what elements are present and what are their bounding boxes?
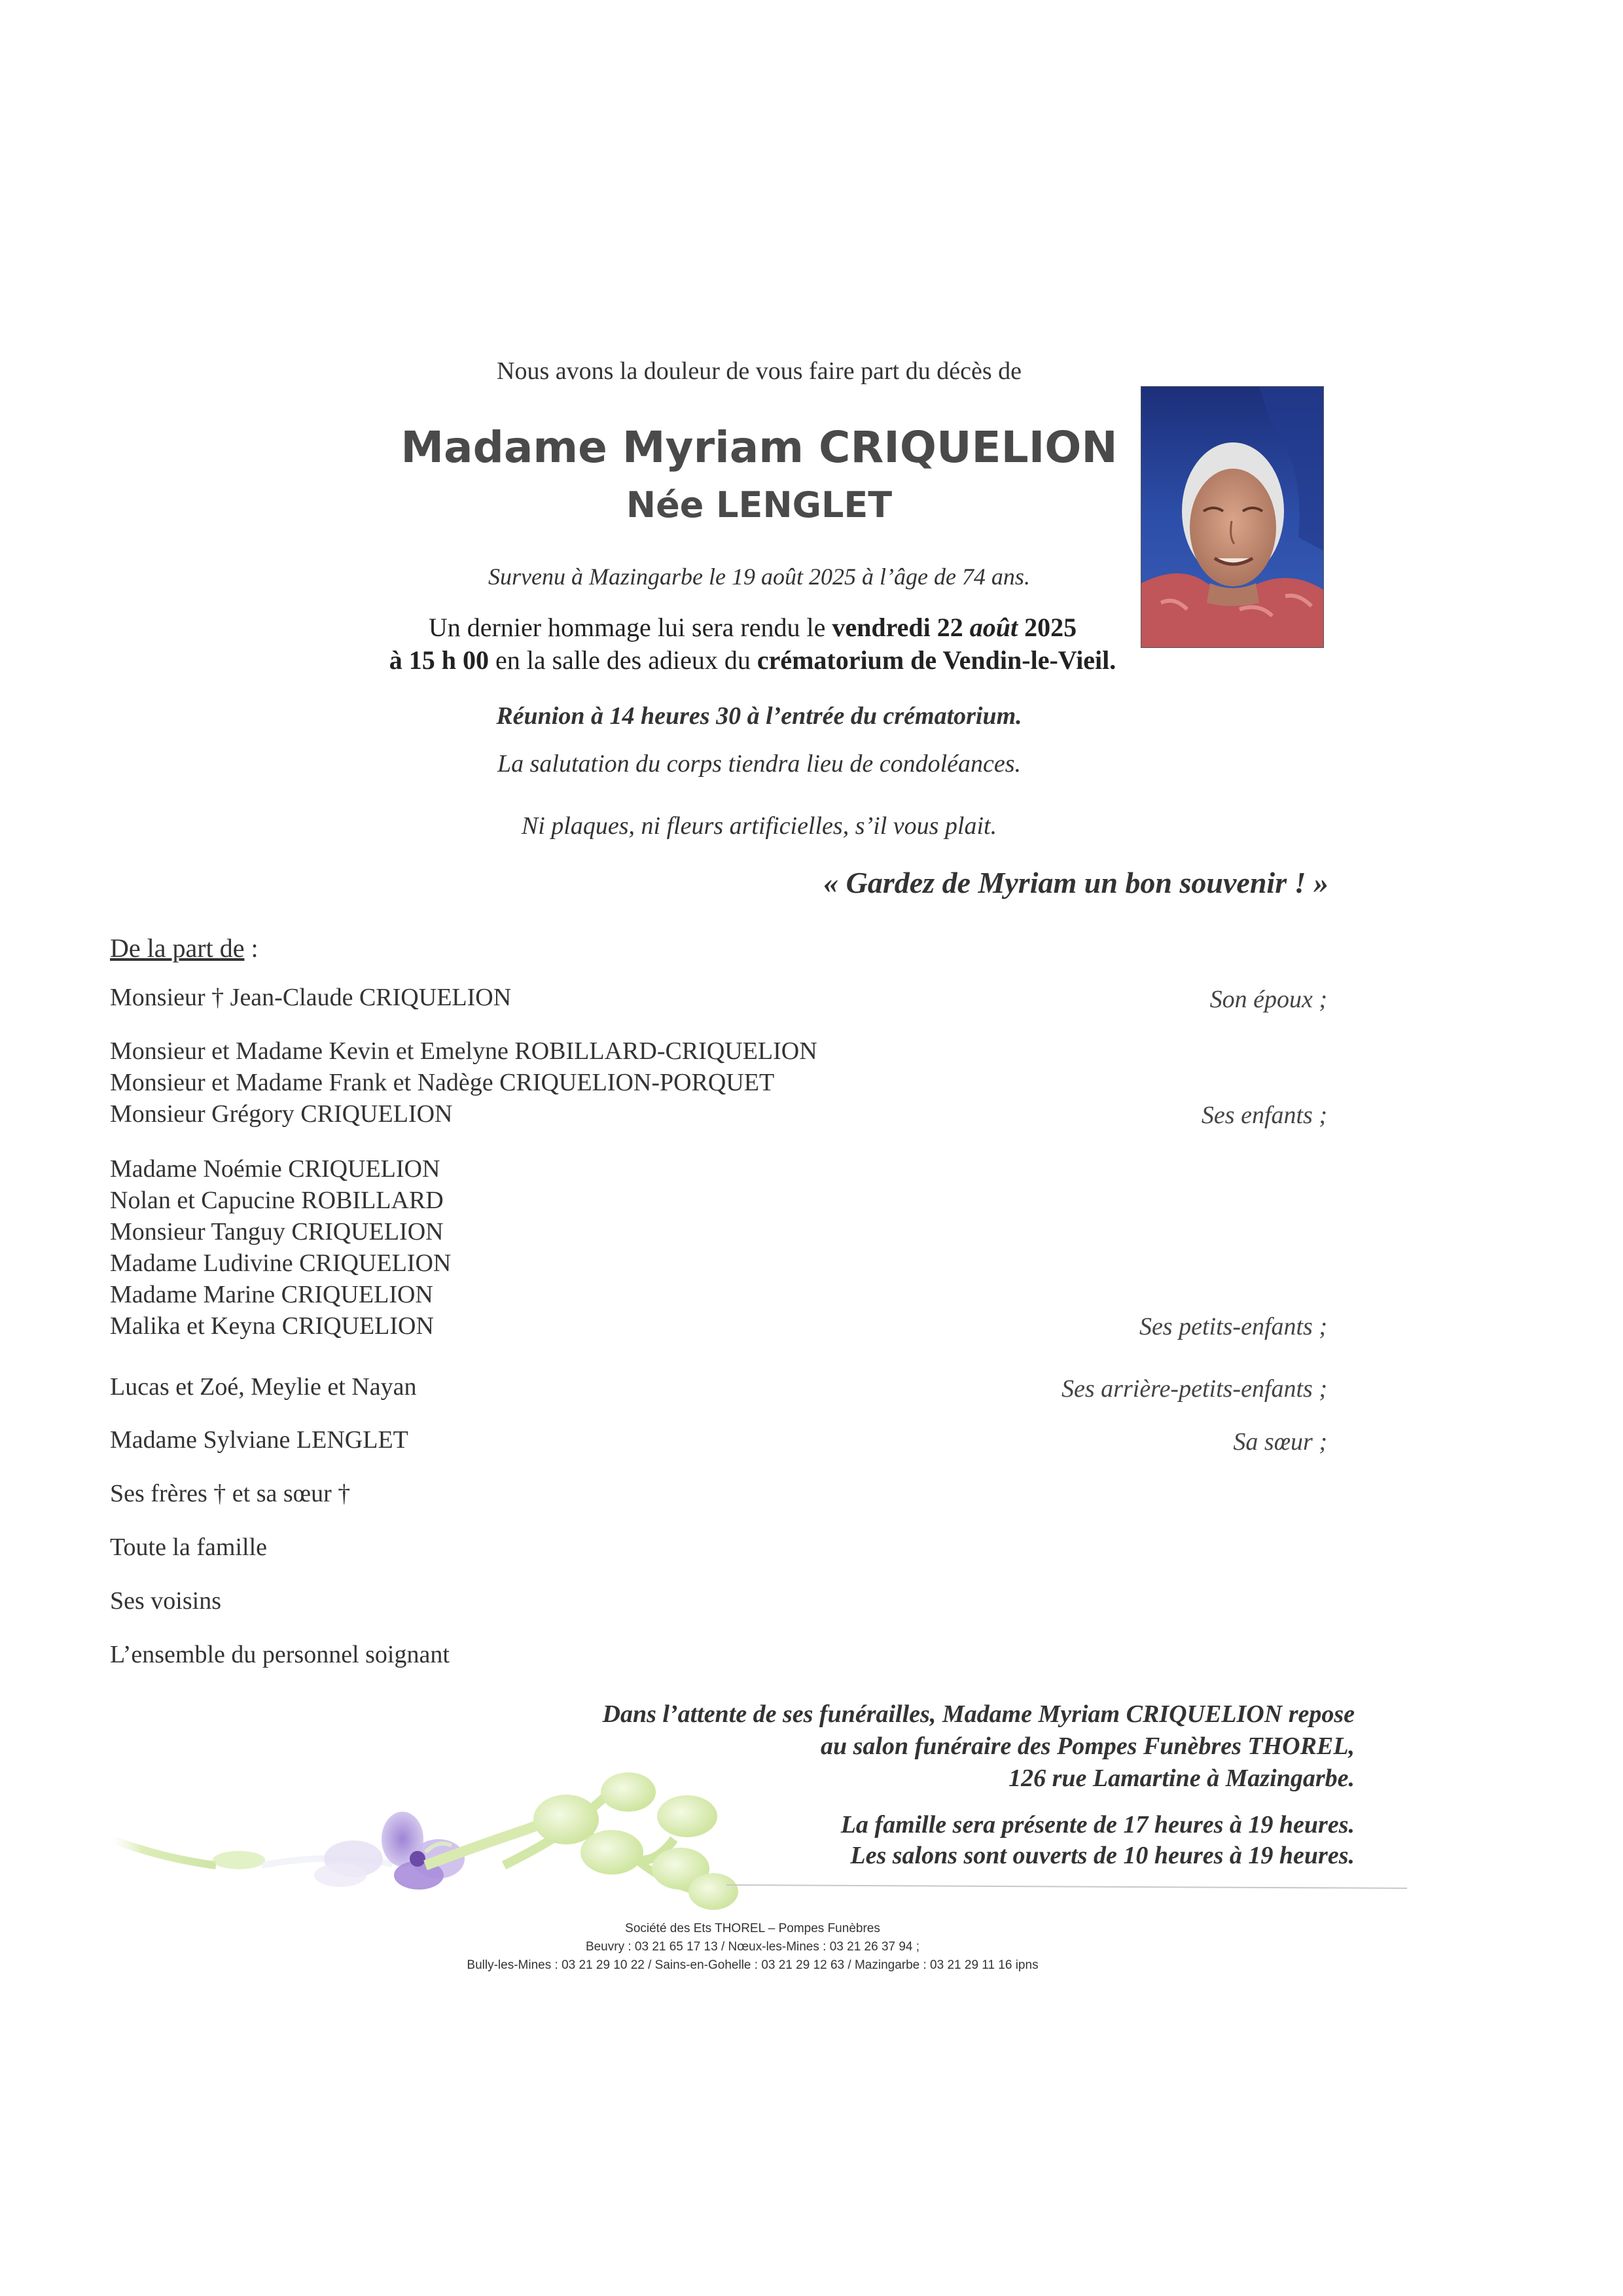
maiden-name: Née LENGLET	[626, 484, 893, 526]
from-colon: :	[244, 933, 259, 963]
tribute-text: Un dernier hommage lui sera rendu le	[428, 613, 832, 642]
death-notice: Survenu à Mazingarbe le 19 août 2025 à l’âge de 74 ans.	[488, 564, 1030, 590]
tribute-location-text: en la salle des adieux du	[488, 645, 757, 675]
visiting-line: La famille sera présente de 17 heures à 19 heures.	[840, 1811, 1355, 1839]
footer-line: Société des Ets THOREL – Pompes Funèbres	[625, 1922, 880, 1935]
family-all: Toute la famille	[110, 1534, 268, 1561]
funeral-home-line: 126 rue Lamartine à Mazingarbe.	[1008, 1765, 1355, 1792]
family-neighbours: Ses voisins	[110, 1587, 221, 1615]
family-grandchild: Madame Marine CRIQUELION	[110, 1281, 433, 1308]
reunion-text: Réunion à 14 heures 30 à l’entrée du crématorium.	[496, 702, 1022, 730]
family-grandchild: Nolan et Capucine ROBILLARD	[110, 1187, 444, 1214]
family-grandchildren	[110, 1153, 451, 1342]
portrait-photo	[1141, 386, 1324, 648]
family-husband: Monsieur † Jean-Claude CRIQUELION	[110, 984, 512, 1011]
portrait-illustration	[1141, 387, 1323, 647]
tribute-year: 2025	[1018, 613, 1077, 642]
tribute-time: à 15 h 00	[389, 645, 489, 675]
family-grandchild: Malika et Keyna CRIQUELION	[110, 1312, 434, 1340]
relation-children: Ses enfants ;	[1201, 1102, 1327, 1129]
family-sister: Madame Sylviane LENGLET	[110, 1426, 408, 1454]
footer-line: Beuvry : 03 21 65 17 13 / Nœux-les-Mines : 03 21 26 37 94 ;	[585, 1940, 920, 1954]
funeral-home-line: au salon funéraire des Pompes Funèbres THOREL,	[820, 1732, 1355, 1760]
tribute-month: août	[969, 613, 1018, 642]
funeral-home-line: Dans l’attente de ses funérailles, Madame Myriam CRIQUELION repose	[602, 1700, 1355, 1728]
salutation-text: La salutation du corps tiendra lieu de condoléances.	[497, 750, 1022, 778]
tribute-date: vendredi 22	[832, 613, 970, 642]
family-siblings: Ses frères † et sa sœur †	[110, 1480, 351, 1507]
from-label: De la part de	[110, 933, 245, 963]
relation-husband: Son époux ;	[1209, 986, 1327, 1013]
family-child: Monsieur et Madame Kevin et Emelyne ROBILLARD-CRIQUELION	[110, 1037, 817, 1065]
family-staff: L’ensemble du personnel soignant	[110, 1641, 450, 1668]
relation-grandchildren: Ses petits-enfants ;	[1139, 1313, 1327, 1340]
deceased-name: Madame Myriam CRIQUELION	[401, 422, 1118, 473]
family-grandchild: Madame Ludivine CRIQUELION	[110, 1249, 452, 1277]
family-children	[110, 1035, 817, 1130]
family-great-grandchildren: Lucas et Zoé, Meylie et Nayan	[110, 1373, 417, 1401]
from-heading	[110, 933, 259, 963]
visiting-line: Les salons sont ouverts de 10 heures à 19 heures.	[850, 1842, 1355, 1869]
no-flowers-text: Ni plaques, ni fleurs artificielles, s’il vous plait.	[521, 812, 997, 840]
family-grandchild: Monsieur Tanguy CRIQUELION	[110, 1218, 444, 1246]
family-child: Monsieur Grégory CRIQUELION	[110, 1100, 453, 1128]
family-grandchild: Madame Noémie CRIQUELION	[110, 1155, 440, 1183]
footer-company-info	[327, 1920, 1178, 1975]
orchid-decoration-icon	[111, 1767, 1407, 1931]
memory-quote: « Gardez de Myriam un bon souvenir ! »	[823, 866, 1329, 899]
relation-great-grandchildren: Ses arrière-petits-enfants ;	[1061, 1375, 1327, 1403]
family-child: Monsieur et Madame Frank et Nadège CRIQUELION-PORQUET	[110, 1069, 775, 1096]
footer-line: Bully-les-Mines : 03 21 29 10 22 / Sains-en-Gohelle : 03 21 29 12 63 / Mazingarbe : 03 21 29 11 16 ipns	[467, 1958, 1039, 1972]
relation-sister: Sa sœur ;	[1233, 1428, 1327, 1456]
tribute-line-1	[262, 612, 1243, 643]
tribute-location: crématorium de Vendin-le-Vieil.	[757, 645, 1116, 675]
tribute-line-2	[262, 645, 1243, 675]
intro-text: Nous avons la douleur de vous faire part du décès de	[497, 357, 1022, 385]
